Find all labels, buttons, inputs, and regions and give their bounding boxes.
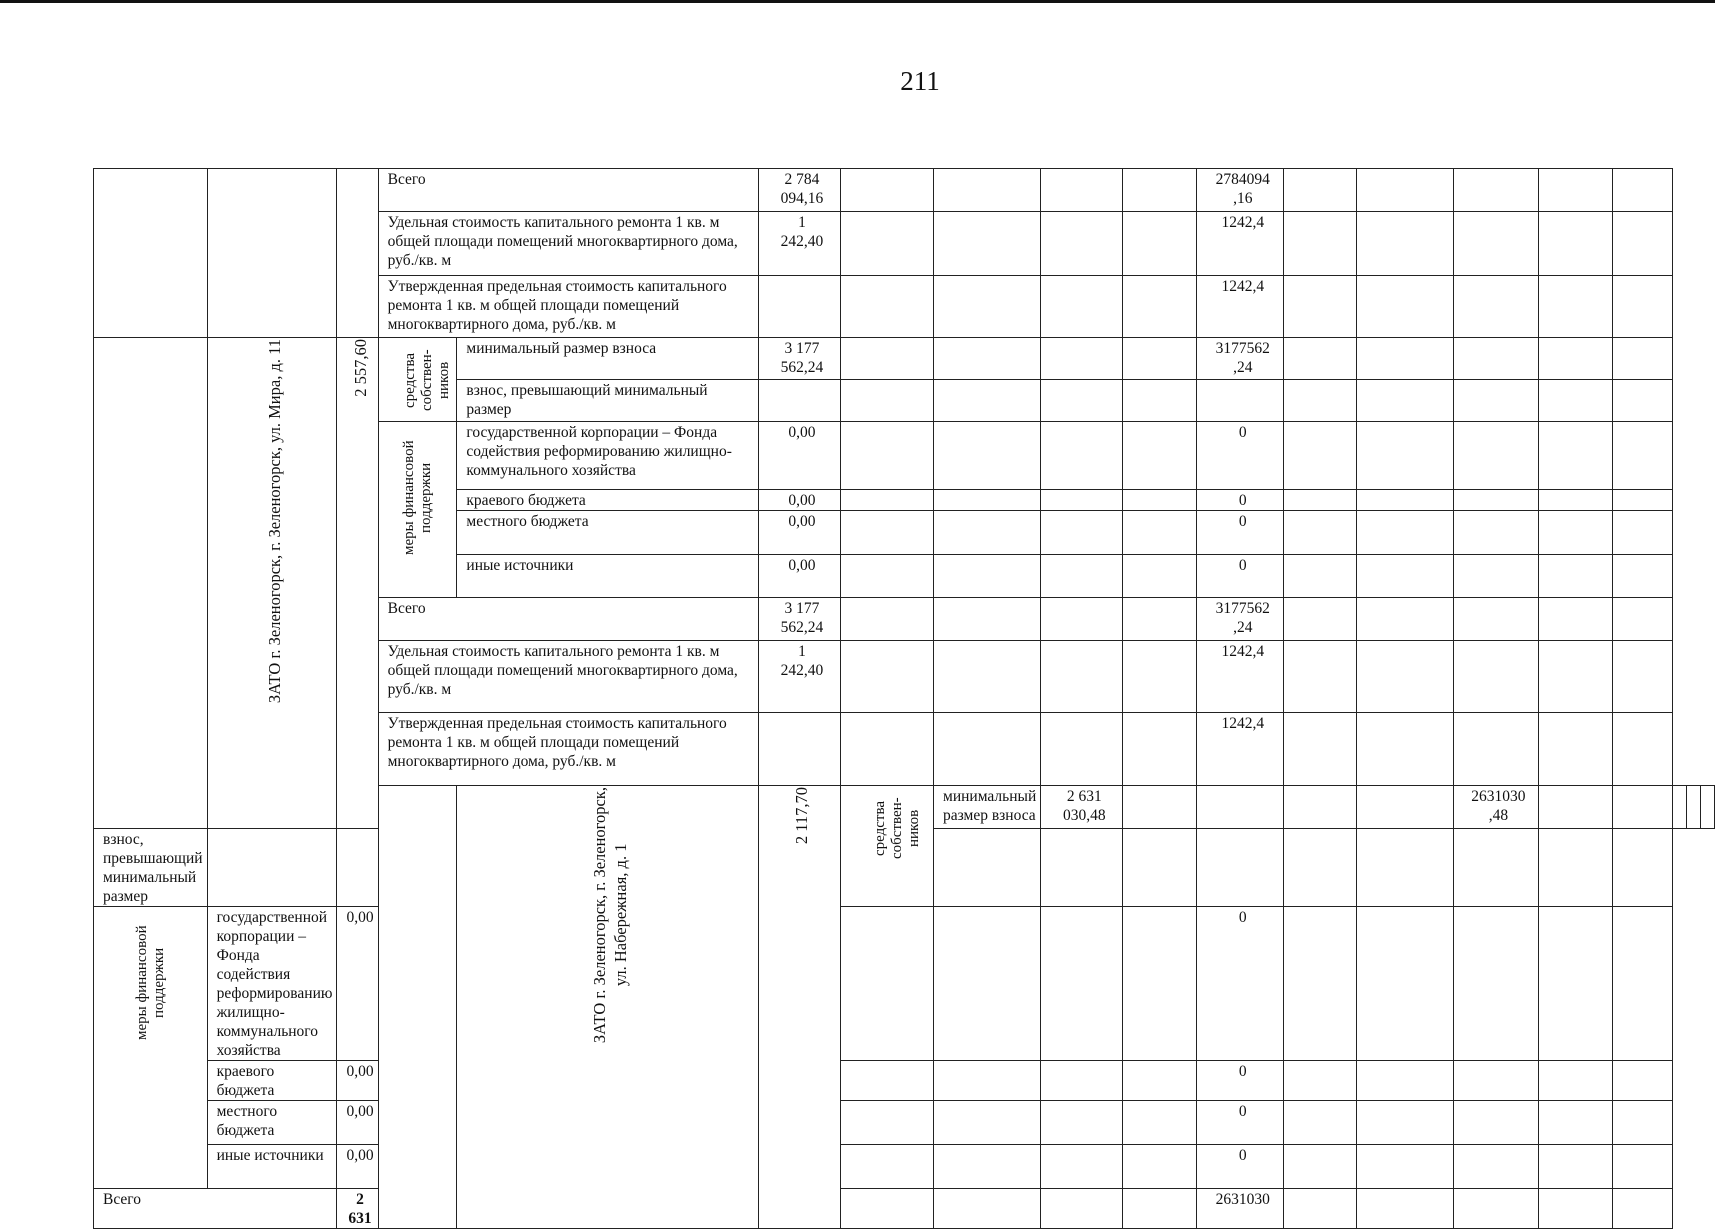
empty-cell bbox=[934, 276, 1041, 338]
empty-cell bbox=[934, 422, 1041, 490]
empty-cell bbox=[1612, 555, 1672, 598]
owners-group-cell bbox=[378, 338, 457, 422]
empty-cell bbox=[1454, 422, 1538, 490]
other-sources-sum: 0 bbox=[1197, 1145, 1284, 1189]
empty-cell bbox=[1612, 169, 1672, 212]
empty-cell bbox=[1454, 598, 1538, 641]
empty-cell bbox=[1284, 641, 1357, 713]
empty-cell bbox=[1454, 212, 1538, 276]
over-min-label: взнос, превышающий минимальный размер bbox=[457, 380, 758, 422]
owners-group-cell bbox=[840, 786, 933, 907]
empty-cell bbox=[840, 555, 933, 598]
empty-cell bbox=[1454, 1061, 1538, 1101]
goskorp-sum: 0 bbox=[1197, 422, 1284, 490]
goskorp-sum: 0 bbox=[1197, 907, 1284, 1061]
empty-cell bbox=[1454, 1189, 1538, 1229]
min-contribution-label: минимальный размер взноса bbox=[457, 338, 758, 380]
empty-cell bbox=[1687, 786, 1701, 829]
blank-cell bbox=[207, 169, 337, 338]
empty-cell bbox=[1357, 380, 1454, 422]
empty-cell bbox=[1123, 641, 1197, 713]
empty-cell bbox=[1123, 276, 1197, 338]
empty-cell bbox=[840, 276, 933, 338]
empty-cell bbox=[1041, 422, 1123, 490]
empty-cell bbox=[1041, 555, 1123, 598]
empty-cell bbox=[1123, 1101, 1197, 1145]
empty-cell bbox=[1612, 338, 1672, 380]
empty-cell bbox=[840, 422, 933, 490]
empty-cell bbox=[1612, 1061, 1672, 1101]
empty-cell bbox=[1197, 786, 1284, 829]
blank-cell bbox=[337, 169, 378, 338]
min-contribution-value: 2 631 030,48 bbox=[1041, 786, 1123, 829]
empty-cell bbox=[1357, 786, 1454, 829]
other-sources-value: 0,00 bbox=[337, 1145, 378, 1189]
empty-cell bbox=[758, 380, 840, 422]
local-budget-sum: 0 bbox=[1197, 1101, 1284, 1145]
local-budget-sum: 0 bbox=[1197, 511, 1284, 555]
empty-cell bbox=[934, 1189, 1041, 1229]
other-sources-label: иные источники bbox=[457, 555, 758, 598]
empty-cell bbox=[1123, 490, 1197, 511]
total-value-sum: 3177562 ,24 bbox=[1197, 598, 1284, 641]
empty-cell bbox=[840, 1061, 933, 1101]
empty-cell bbox=[1538, 276, 1612, 338]
owners-group-label: средства собствен-ников bbox=[871, 797, 922, 859]
empty-cell bbox=[840, 1189, 933, 1229]
unit-cost-label: Удельная стоимость капитального ремонта 1 кв. м общей площади помещений многоквартирного дома, руб./кв. м bbox=[378, 212, 758, 276]
total-value: 2 631 bbox=[337, 1189, 378, 1229]
address-text: ЗАТО г. Зеленогорск, г. Зеленогорск, ул. Набережная, д. 1 bbox=[590, 787, 631, 1044]
empty-cell bbox=[1197, 380, 1284, 422]
empty-cell bbox=[1612, 276, 1672, 338]
empty-cell bbox=[840, 212, 933, 276]
empty-cell bbox=[1357, 338, 1454, 380]
empty-cell bbox=[1612, 511, 1672, 555]
total-value: 3 177 562,24 bbox=[758, 598, 840, 641]
over-min-label: взнос, превышающий минимальный размер bbox=[94, 829, 208, 907]
table-row bbox=[94, 1145, 1715, 1189]
empty-cell bbox=[840, 907, 933, 1061]
empty-cell bbox=[840, 338, 933, 380]
empty-cell bbox=[934, 1145, 1041, 1189]
empty-cell bbox=[1123, 169, 1197, 212]
empty-cell bbox=[1284, 907, 1357, 1061]
empty-cell bbox=[1284, 276, 1357, 338]
empty-cell bbox=[1123, 829, 1197, 907]
other-sources-label: иные источники bbox=[207, 1145, 337, 1189]
empty-cell bbox=[1538, 1061, 1612, 1101]
area-text: 2 117,70 bbox=[792, 787, 812, 845]
empty-cell bbox=[840, 1101, 933, 1145]
empty-cell bbox=[934, 380, 1041, 422]
empty-cell bbox=[1041, 511, 1123, 555]
area-cell bbox=[337, 338, 378, 829]
empty-cell bbox=[337, 829, 378, 907]
approved-cost-sum: 1242,4 bbox=[1197, 713, 1284, 786]
empty-cell bbox=[1284, 829, 1357, 907]
empty-cell bbox=[1357, 1145, 1454, 1189]
empty-cell bbox=[758, 713, 840, 786]
empty-cell bbox=[840, 713, 933, 786]
empty-cell bbox=[1041, 1101, 1123, 1145]
empty-cell bbox=[1357, 1189, 1454, 1229]
empty-cell bbox=[1357, 276, 1454, 338]
empty-cell bbox=[1123, 1145, 1197, 1189]
empty-cell bbox=[1123, 422, 1197, 490]
unit-cost-sum: 1242,4 bbox=[1197, 212, 1284, 276]
empty-cell bbox=[934, 1061, 1041, 1101]
empty-cell bbox=[1284, 1061, 1357, 1101]
total-label: Всего bbox=[94, 1189, 337, 1229]
empty-cell bbox=[1041, 1145, 1123, 1189]
empty-cell bbox=[1538, 338, 1612, 380]
empty-cell bbox=[1041, 829, 1123, 907]
unit-cost-label: Удельная стоимость капитального ремонта 1 кв. м общей площади помещений многоквартирного дома, руб./кв. м bbox=[378, 641, 758, 713]
empty-cell bbox=[1284, 380, 1357, 422]
empty-cell bbox=[1612, 1145, 1672, 1189]
table-row bbox=[94, 1061, 1715, 1101]
empty-cell bbox=[1612, 1101, 1672, 1145]
address-cell bbox=[207, 338, 337, 829]
area-text: 2 557,60 bbox=[350, 339, 370, 397]
regional-budget-value: 0,00 bbox=[758, 490, 840, 511]
empty-cell bbox=[1454, 555, 1538, 598]
empty-cell bbox=[840, 598, 933, 641]
empty-cell bbox=[1454, 380, 1538, 422]
empty-cell bbox=[1041, 1189, 1123, 1229]
empty-cell bbox=[1284, 1101, 1357, 1145]
empty-cell bbox=[1357, 713, 1454, 786]
empty-cell bbox=[1041, 713, 1123, 786]
empty-cell bbox=[1041, 598, 1123, 641]
empty-cell bbox=[1538, 1145, 1612, 1189]
empty-cell bbox=[1357, 422, 1454, 490]
table-row bbox=[94, 338, 1715, 380]
empty-cell bbox=[1284, 511, 1357, 555]
empty-cell bbox=[1123, 338, 1197, 380]
empty-cell bbox=[1538, 212, 1612, 276]
empty-cell bbox=[934, 338, 1041, 380]
empty-cell bbox=[1357, 907, 1454, 1061]
empty-cell bbox=[1454, 907, 1538, 1061]
empty-cell bbox=[1612, 422, 1672, 490]
empty-cell bbox=[1538, 907, 1612, 1061]
empty-cell bbox=[1041, 907, 1123, 1061]
blank-cell bbox=[94, 338, 208, 829]
empty-cell bbox=[934, 1101, 1041, 1145]
min-contribution-sum: 3177562 ,24 bbox=[1197, 338, 1284, 380]
area-cell bbox=[758, 786, 840, 1229]
empty-cell bbox=[1123, 1061, 1197, 1101]
total-value-sum: 2784094 ,16 bbox=[1197, 169, 1284, 212]
support-group-cell bbox=[378, 422, 457, 598]
empty-cell bbox=[1612, 490, 1672, 511]
empty-cell bbox=[1123, 786, 1197, 829]
empty-cell bbox=[1284, 1189, 1357, 1229]
capital-repair-table bbox=[93, 168, 1715, 1229]
empty-cell bbox=[1123, 380, 1197, 422]
empty-cell bbox=[840, 490, 933, 511]
other-sources-sum: 0 bbox=[1197, 555, 1284, 598]
empty-cell bbox=[1284, 598, 1357, 641]
empty-cell bbox=[1538, 713, 1612, 786]
empty-cell bbox=[758, 276, 840, 338]
empty-cell bbox=[1538, 511, 1612, 555]
empty-cell bbox=[934, 598, 1041, 641]
empty-cell bbox=[1538, 1101, 1612, 1145]
empty-cell bbox=[1538, 598, 1612, 641]
empty-cell bbox=[1538, 1189, 1612, 1229]
empty-cell bbox=[1357, 169, 1454, 212]
empty-cell bbox=[1701, 786, 1715, 829]
empty-cell bbox=[1284, 169, 1357, 212]
goskorp-value: 0,00 bbox=[337, 907, 378, 1061]
total-label: Всего bbox=[378, 598, 758, 641]
empty-cell bbox=[934, 555, 1041, 598]
empty-cell bbox=[1284, 338, 1357, 380]
empty-cell bbox=[1612, 380, 1672, 422]
empty-cell bbox=[1454, 338, 1538, 380]
regional-budget-sum: 0 bbox=[1197, 1061, 1284, 1101]
empty-cell bbox=[1612, 598, 1672, 641]
empty-cell bbox=[1123, 598, 1197, 641]
empty-cell bbox=[1454, 169, 1538, 212]
empty-cell bbox=[207, 829, 337, 907]
owners-group-label: средства собствен-ников bbox=[402, 349, 452, 411]
empty-cell bbox=[1284, 212, 1357, 276]
empty-cell bbox=[1454, 829, 1538, 907]
empty-cell bbox=[1041, 1061, 1123, 1101]
min-contribution-label: минимальный размер взноса bbox=[934, 786, 1041, 829]
empty-cell bbox=[934, 641, 1041, 713]
support-group-label: меры финансовой поддержки bbox=[133, 925, 167, 1041]
empty-cell bbox=[1612, 641, 1672, 713]
empty-cell bbox=[1612, 829, 1672, 907]
address-cell bbox=[457, 786, 758, 1229]
goskorp-label: государственной корпорации – Фонда содействия реформированию жилищно-коммунального хозяйства bbox=[207, 907, 337, 1061]
page-top-border bbox=[0, 0, 1715, 3]
blank-cell bbox=[378, 786, 457, 1229]
empty-cell bbox=[1612, 907, 1672, 1061]
empty-cell bbox=[1041, 380, 1123, 422]
empty-cell bbox=[934, 907, 1041, 1061]
empty-cell bbox=[1454, 276, 1538, 338]
empty-cell bbox=[1123, 511, 1197, 555]
empty-cell bbox=[1673, 786, 1687, 829]
empty-cell bbox=[934, 511, 1041, 555]
approved-cost-sum: 1242,4 bbox=[1197, 276, 1284, 338]
empty-cell bbox=[1197, 829, 1284, 907]
empty-cell bbox=[1284, 713, 1357, 786]
empty-cell bbox=[1357, 1101, 1454, 1145]
empty-cell bbox=[1538, 786, 1612, 829]
empty-cell bbox=[1357, 1061, 1454, 1101]
empty-cell bbox=[1284, 555, 1357, 598]
local-budget-value: 0,00 bbox=[337, 1101, 378, 1145]
empty-cell bbox=[840, 169, 933, 212]
goskorp-value: 0,00 bbox=[758, 422, 840, 490]
empty-cell bbox=[840, 380, 933, 422]
empty-cell bbox=[1538, 169, 1612, 212]
other-sources-value: 0,00 bbox=[758, 555, 840, 598]
empty-cell bbox=[1357, 598, 1454, 641]
empty-cell bbox=[1357, 641, 1454, 713]
empty-cell bbox=[1454, 1145, 1538, 1189]
unit-cost-value: 1 242,40 bbox=[758, 641, 840, 713]
total-value-sum: 2631030 bbox=[1197, 1189, 1284, 1229]
empty-cell bbox=[1538, 490, 1612, 511]
empty-cell bbox=[1123, 713, 1197, 786]
local-budget-value: 0,00 bbox=[758, 511, 840, 555]
regional-budget-value: 0,00 bbox=[337, 1061, 378, 1101]
total-value: 2 784 094,16 bbox=[758, 169, 840, 212]
empty-cell bbox=[1612, 1189, 1672, 1229]
empty-cell bbox=[1041, 641, 1123, 713]
total-label: Всего bbox=[378, 169, 758, 212]
empty-cell bbox=[1357, 212, 1454, 276]
empty-cell bbox=[934, 829, 1041, 907]
empty-cell bbox=[1454, 641, 1538, 713]
min-contribution-value: 3 177 562,24 bbox=[758, 338, 840, 380]
empty-cell bbox=[1284, 786, 1357, 829]
support-group-label: меры финансовой поддержки bbox=[401, 440, 434, 556]
empty-cell bbox=[1454, 511, 1538, 555]
empty-cell bbox=[934, 212, 1041, 276]
blank-cell bbox=[94, 169, 208, 338]
empty-cell bbox=[1284, 1145, 1357, 1189]
regional-budget-label: краевого бюджета bbox=[207, 1061, 337, 1101]
page-number: 211 bbox=[900, 66, 940, 96]
empty-cell bbox=[1041, 169, 1123, 212]
empty-cell bbox=[1357, 511, 1454, 555]
empty-cell bbox=[934, 169, 1041, 212]
goskorp-label: государственной корпорации – Фонда содействия реформированию жилищно-коммунального хозяйства bbox=[457, 422, 758, 490]
empty-cell bbox=[1538, 555, 1612, 598]
empty-cell bbox=[1612, 786, 1672, 829]
empty-cell bbox=[840, 1145, 933, 1189]
support-group-cell bbox=[94, 907, 208, 1189]
approved-cost-label: Утвержденная предельная стоимость капитального ремонта 1 кв. м общей площади помещений многоквартирного дома, руб./кв. м bbox=[378, 713, 758, 786]
empty-cell bbox=[1284, 490, 1357, 511]
min-contribution-sum: 2631030 ,48 bbox=[1454, 786, 1538, 829]
empty-cell bbox=[1454, 490, 1538, 511]
empty-cell bbox=[1041, 212, 1123, 276]
empty-cell bbox=[1454, 713, 1538, 786]
empty-cell bbox=[1612, 212, 1672, 276]
approved-cost-label: Утвержденная предельная стоимость капитального ремонта 1 кв. м общей площади помещений многоквартирного дома, руб./кв. м bbox=[378, 276, 758, 338]
empty-cell bbox=[1123, 907, 1197, 1061]
empty-cell bbox=[1538, 380, 1612, 422]
empty-cell bbox=[840, 511, 933, 555]
empty-cell bbox=[1357, 490, 1454, 511]
table-row bbox=[94, 907, 1715, 1061]
address-text: ЗАТО г. Зеленогорск, г. Зеленогорск, ул. Мира, д. 11 bbox=[265, 339, 285, 704]
empty-cell bbox=[1357, 555, 1454, 598]
local-budget-label: местного бюджета bbox=[457, 511, 758, 555]
local-budget-label: местного бюджета bbox=[207, 1101, 337, 1145]
table-row bbox=[94, 169, 1715, 212]
empty-cell bbox=[1041, 338, 1123, 380]
regional-budget-sum: 0 bbox=[1197, 490, 1284, 511]
empty-cell bbox=[1123, 555, 1197, 598]
table-row bbox=[94, 1189, 1715, 1229]
empty-cell bbox=[1538, 641, 1612, 713]
empty-cell bbox=[1041, 490, 1123, 511]
empty-cell bbox=[1357, 829, 1454, 907]
unit-cost-sum: 1242,4 bbox=[1197, 641, 1284, 713]
table-row bbox=[94, 1101, 1715, 1145]
empty-cell bbox=[1123, 212, 1197, 276]
empty-cell bbox=[1041, 276, 1123, 338]
empty-cell bbox=[1454, 1101, 1538, 1145]
empty-cell bbox=[1123, 1189, 1197, 1229]
regional-budget-label: краевого бюджета bbox=[457, 490, 758, 511]
empty-cell bbox=[934, 490, 1041, 511]
empty-cell bbox=[1538, 422, 1612, 490]
empty-cell bbox=[840, 641, 933, 713]
empty-cell bbox=[1284, 422, 1357, 490]
unit-cost-value: 1 242,40 bbox=[758, 212, 840, 276]
empty-cell bbox=[1538, 829, 1612, 907]
empty-cell bbox=[934, 713, 1041, 786]
empty-cell bbox=[1612, 713, 1672, 786]
